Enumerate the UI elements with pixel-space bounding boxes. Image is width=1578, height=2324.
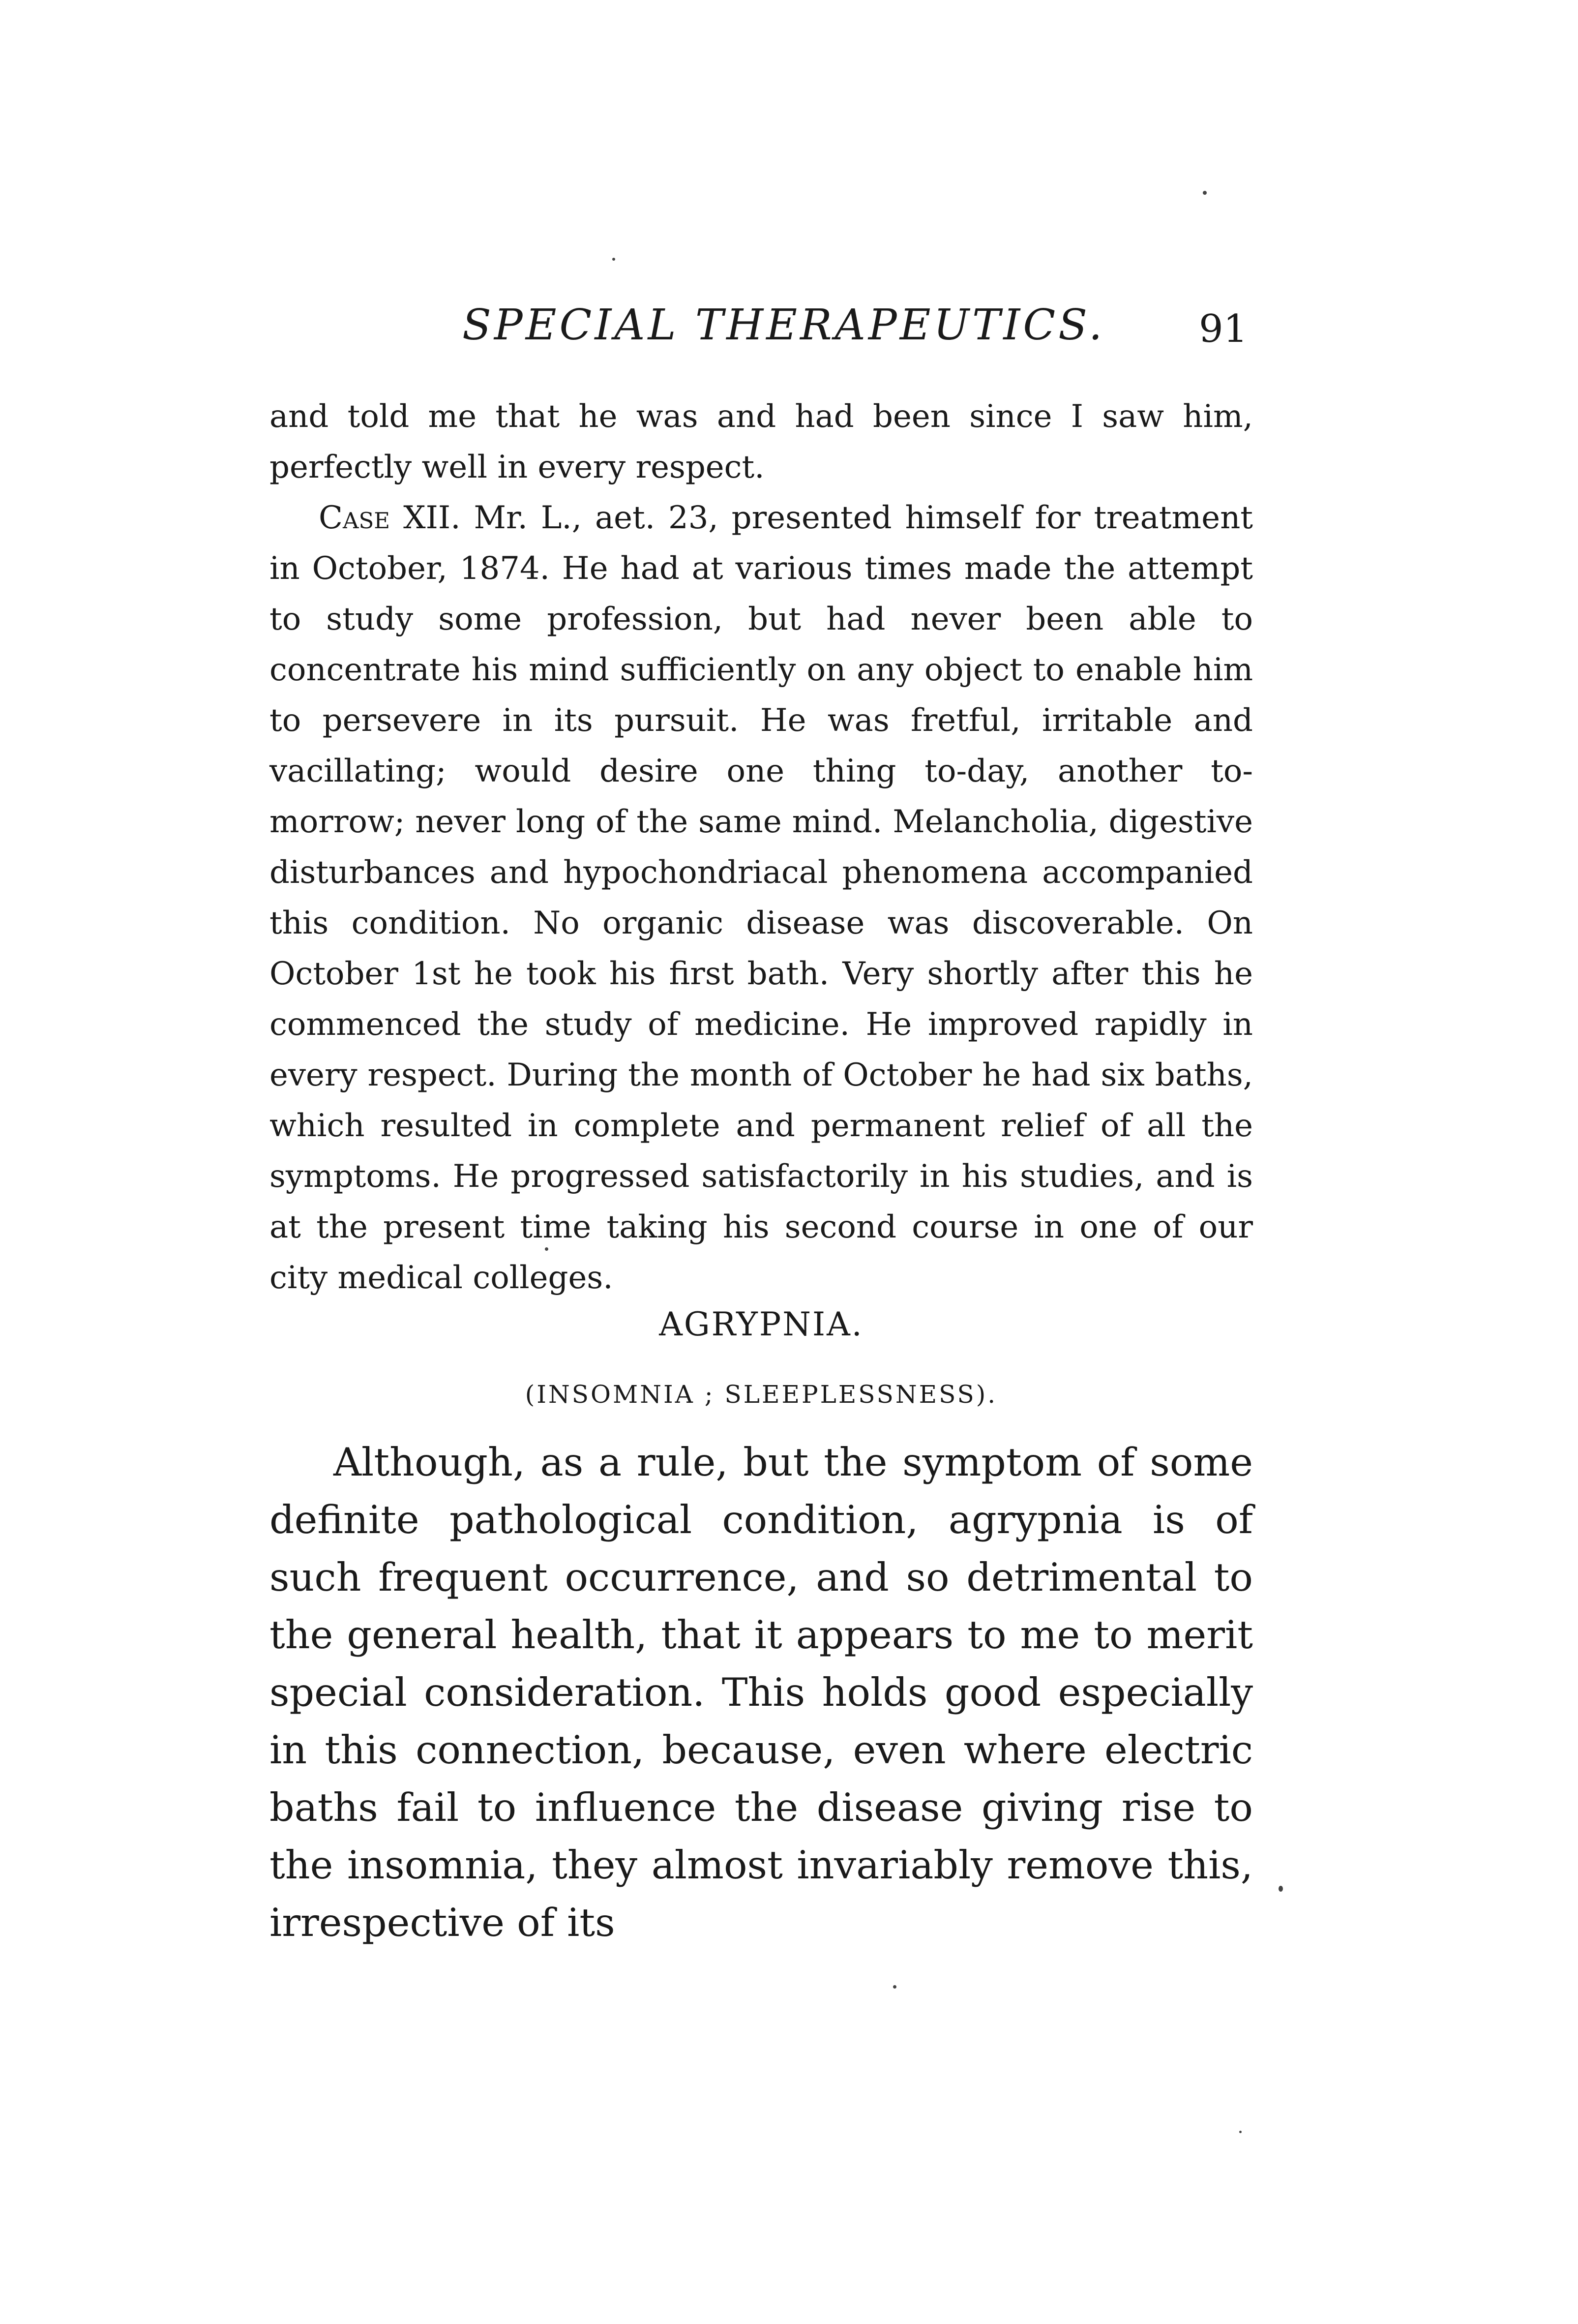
case-text-block bbox=[269, 392, 1253, 1303]
agrypnia-paragraph: Although, as a rule, but the symptom of some definite pathological condition, agrypnia is of such frequent occurrence, and so detrimental to the general health, that it appears to me to merit special consideration. This holds good especially in this connection, because, even where electric baths fail to influence the disease giving rise to the insomnia, they almost invariably remove this, irrespective of its bbox=[269, 1440, 1253, 1945]
section-title: AGRYPNIA. bbox=[659, 1305, 863, 1343]
running-head: SPECIAL THERAPEUTICS. bbox=[462, 301, 1105, 350]
case-body: Mr. L., aet. 23, presented himself for treatment in October, 1874. He had at various times made the attempt to study some profession, but had never been able to concentrate his mind sufficiently on any object to enable him to persevere in its pursuit. He was fretful, irritable and vacillating; would desire one thing to-day, another to-morrow; never long of the same mind. Melancholia, digestive disturbances and hypochondriacal phenomena accompanied this condition. No organic disease was discoverable. On October 1st he took his first bath. Very shortly after this he commenced the study of medicine. He improved rapidly in every respect. During the month of October he had six baths, which resulted in complete and permanent relief of all the symptoms. He progressed satisfactorily in his studies, and is at the present time taking his second course in one of our city medical colleges. bbox=[269, 500, 1253, 1296]
page-number: 91 bbox=[1199, 307, 1248, 351]
scan-speck bbox=[1203, 191, 1207, 195]
scan-speck bbox=[1279, 1886, 1283, 1892]
scan-speck bbox=[612, 258, 615, 261]
scan-speck bbox=[1239, 2131, 1242, 2133]
section-subtitle: (INSOMNIA ; SLEEPLESSNESS). bbox=[525, 1380, 998, 1409]
case-xii-paragraph bbox=[269, 493, 1253, 1303]
agrypnia-text-block bbox=[269, 1434, 1253, 1952]
case-label: Case XII. bbox=[319, 500, 461, 536]
continuation-paragraph: and told me that he was and had been since I saw him, perfectly well in every respect. bbox=[269, 398, 1253, 485]
scan-speck bbox=[545, 1247, 548, 1251]
scan-speck bbox=[893, 1985, 896, 1989]
